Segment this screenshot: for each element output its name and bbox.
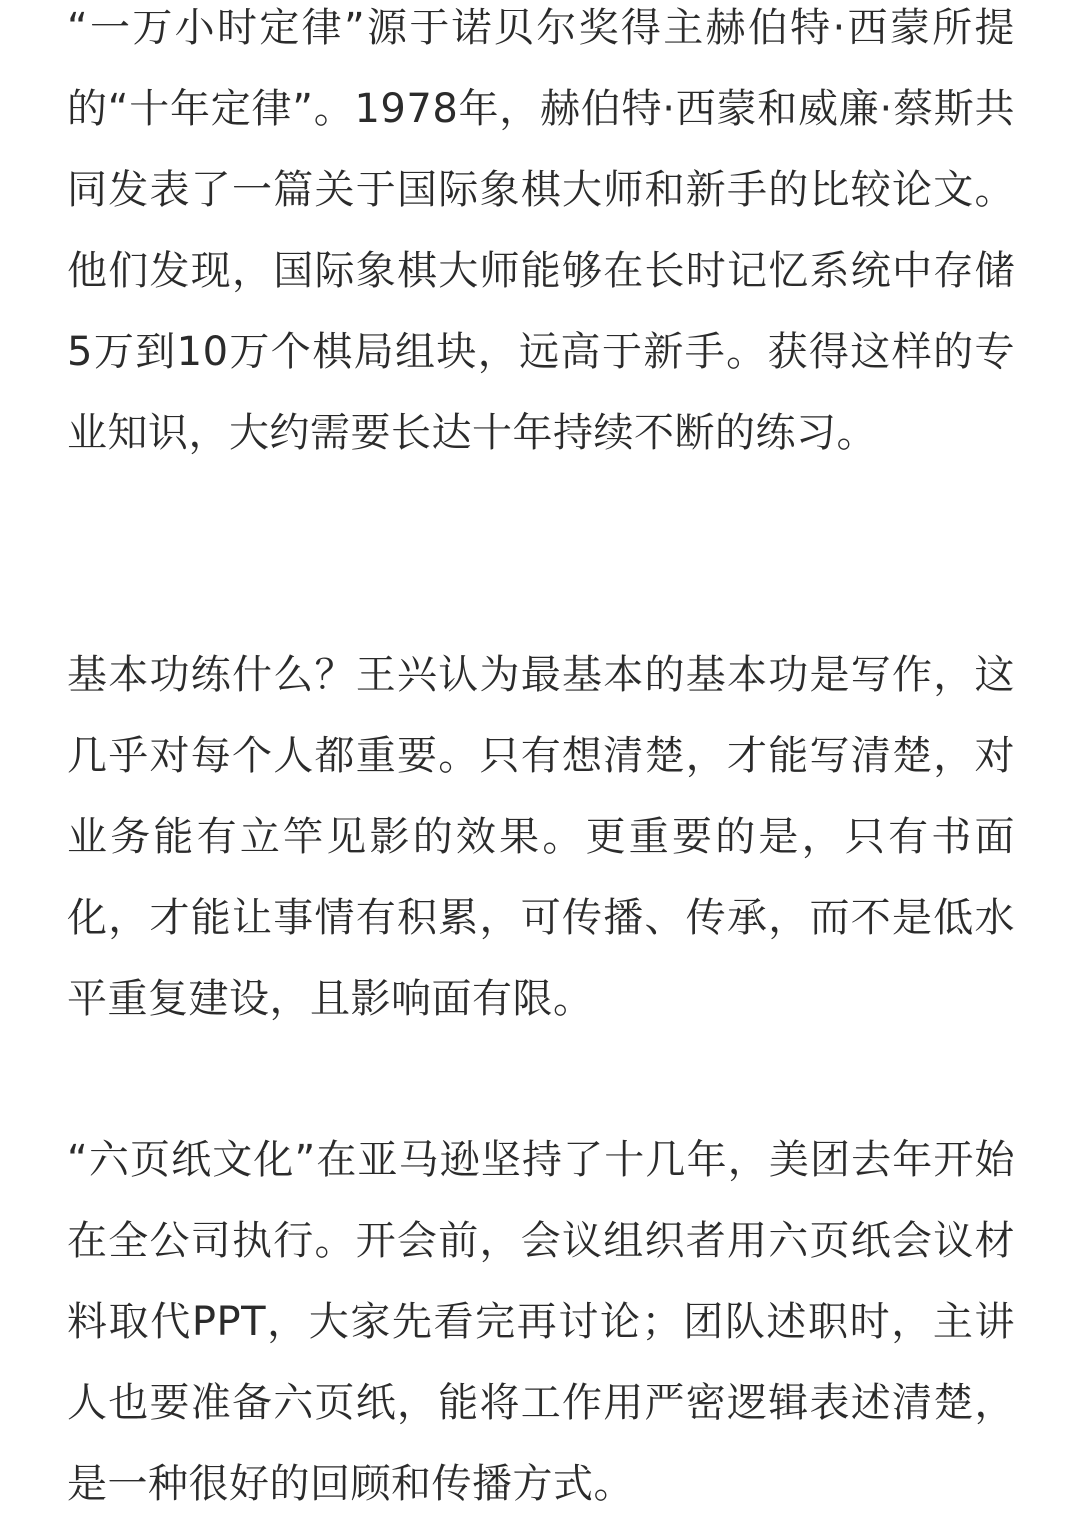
paragraph-ten-year-rule: “一万小时定律”源于诺贝尔奖得主赫伯特·西蒙所提的“十年定律”。1978年，赫伯特·西蒙和威廉·蔡斯共同发表了一篇关于国际象棋大师和新手的比较论文。他们发现，国际象棋大师能够在长时记忆系统中存储5万到10万个棋局组块，远高于新手。获得这样的专业知识，大约需要长达十年持续不断的练习。 bbox=[67, 5, 1015, 456]
paragraph-six-page-culture: “六页纸文化”在亚马逊坚持了十几年，美团去年开始在全公司执行。开会前，会议组织者用六页纸会议材料取代PPT，大家先看完再讨论；团队述职时，主讲人也要准备六页纸，能将工作用严密逻辑表述清楚，是一种很好的回顾和传播方式。 bbox=[67, 1137, 1015, 1507]
paragraph-basic-skills: 基本功练什么？王兴认为最基本的基本功是写作，这几乎对每个人都重要。只有想清楚，才能写清楚，对业务能有立竿见影的效果。更重要的是，只有书面化，才能让事情有积累，可传播、传承，而不是低水平重复建设，且影响面有限。 bbox=[67, 652, 1015, 1022]
